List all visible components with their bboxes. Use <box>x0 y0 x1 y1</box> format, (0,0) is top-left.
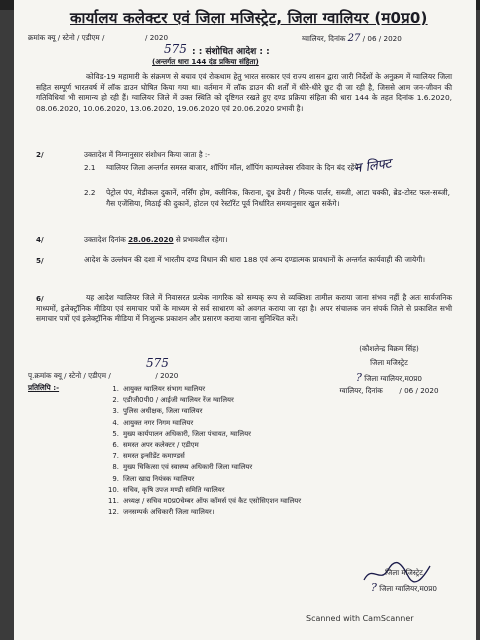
item-2-1-number: 2.1 <box>84 163 96 172</box>
signatory-place: जिला ग्वालियर,म0प्र0 <box>364 374 422 383</box>
order-title: : : संशोधित आदेश : : <box>192 47 270 57</box>
list-item: 2. एडीजी0पी0 / आईजी ग्वालियर रेंज ग्वालियर <box>112 396 234 405</box>
section-5-text: आदेश के उल्लंघन की दशा में भारतीय दण्ड विधान की धारा 188 एवं अन्य दण्डात्मक प्रावधानों के अन्तर्गत कार्यवाही की जायेगी। <box>84 255 426 264</box>
copy-reference-prefix: पृ.क्रमांक क्यू / स्टेनो / एडीएम / <box>28 371 111 380</box>
copy-reference <box>28 371 178 381</box>
list-item: 9. जिला खाद्य नियंत्रक ग्वालियर <box>112 474 195 483</box>
section-6-number: 6/ <box>36 294 44 303</box>
signatory-role-2: जिला मजिस्ट्रेट <box>385 568 423 577</box>
item-2-1-text: ग्वालियर जिला अन्तर्गत समस्त बाजार, शॉपिंग मॉल, शॉपिंग काम्पलेक्स रविवार के दिन बंद रहेंगे। <box>106 163 362 172</box>
signatory-place-line-2 <box>344 581 464 594</box>
section-4-text <box>84 235 227 245</box>
order-subtitle: (अन्तर्गत धारा 144 दंड प्रकिया संहिता) <box>152 57 259 66</box>
section-2-number: 2/ <box>36 150 44 159</box>
list-item: 6. समस्त अपर कलेक्टर / एडीएम <box>112 441 199 450</box>
section-6-text: यह आदेश ग्वालियर जिले में निवासरत प्रत्येक नागरिक को सम्यक् रूप से व्यक्तिशः तामील कराया जाना संभव नहीं है अतः सार्वजनिक माध्यमों, इलेक्ट्रॉनिक मीडिया एवं समाचार पत्रों के माध्यम से सर्व साधारण को अवगत कराया जा रहा है। अपर संचालक जन संपर्क जिले से प्रकाशित सभी समाचार पत्रों एवं इलेक्ट्रॉनिक मीडिया में निःशुल्क प्रकाशन और प्रसारण कराया जाना सुनिश्चित करें। <box>36 293 452 324</box>
list-item: 10. सचिव, कृषि उपज मण्डी समिति ग्वालियर <box>108 485 225 494</box>
signature-block-2 <box>344 568 464 594</box>
handwritten-order-number: 575 <box>164 42 187 56</box>
reference-year: / 2020 <box>145 33 169 42</box>
effective-date: 28.06.2020 <box>128 235 174 244</box>
scanner-watermark: Scanned with CamScanner <box>306 614 414 623</box>
section-2-lead: उक्तादेश में निम्नानुसार संशोधन किया जाता है :- <box>84 150 210 159</box>
list-item: 4. आयुक्त नगर निगम ग्वालियर <box>112 418 194 427</box>
section-4-text-b: से प्रभावशील रहेगा। <box>175 235 228 244</box>
handwritten-copy-number: 575 <box>146 356 169 370</box>
signatory-place-2: जिला ग्वालियर,म0प्र0 <box>379 584 437 593</box>
list-item: 11. अध्यक्ष / सचिव म0प्र0चेम्बर ऑफ कॉमर्स एवं कैट एसोसिएशन ग्वालियर <box>108 497 302 506</box>
signature-block-1 <box>314 344 464 396</box>
section-4-text-a: उक्तादेश दिनांक <box>84 235 126 244</box>
list-item: 5. मुख्य कार्यपालन अधिकारी, जिला पंचायत, ग्वालियर <box>112 429 251 438</box>
copy-reference-year: / 2020 <box>155 371 179 380</box>
handwritten-overwrite: न लिफ्ट <box>353 156 393 177</box>
office-title: कार्यालय कलेक्टर एवं जिला मजिस्ट्रेट, जिला ग्वालियर (म0प्र0) <box>70 9 428 27</box>
section-4-number: 4/ <box>36 235 44 244</box>
item-2-2-text: पेट्रोल पंप, मेडीकल दुकानें, नर्सिंग होम, क्लीनिक, किराना, दूध डेयरी / मिल्क पार्लर, सब्जी, आटा चक्की, ब्रेड-टोस्ट फल-सब्जी, गैस एजेंसिया, मिठाई की दुकानें, होटल एवं रेस्टॉरेंट पूर्व निर्धारित समयानुसार खुल सकेंगे। <box>106 188 450 208</box>
reference-number <box>28 33 168 43</box>
handwritten-day: 27 <box>347 33 361 44</box>
signature-date-line <box>314 386 464 396</box>
copy-heading: प्रतिलिपि :- <box>28 383 60 392</box>
signature-date-rest: / 06 / 2020 <box>399 386 439 395</box>
copy-recipient-list <box>106 384 301 518</box>
signatory-place-line <box>314 371 464 384</box>
pen-initial-mark-2: ? <box>371 581 377 594</box>
list-item: 7. समस्त इन्सीडेंट कमाण्डर्स <box>112 452 185 461</box>
pen-initial-mark: ? <box>356 371 362 384</box>
list-item: 3. पुलिस अधीक्षक, जिला ग्वालियर <box>112 407 203 416</box>
intro-paragraph: कोविड-19 महामारी के संक्रमण से बचाव एवं रोकथाम हेतु भारत सरकार एवं राज्य शासन द्वारा जारी निर्देशों के अनुक्रम में ग्वालियर जिला सहित सम्पूर्ण भारतवर्ष में लॉक डाउन घोषित किया गया था। वर्तमान में लॉक डाउन की शर्तों में धीरे-धीरे छूट दी जा रही है, जिससे आम जन-जीवन की गतिविधियां भी सामान्य हो रही हैं। ग्वालियर जिले में उक्त स्थिति को दृष्टिगत रखते हुए दण्ड प्रक्रिया संहिता की धारा 144 के तहत दिनांक 1.6.2020, 08.06.2020, 10.06.2020, 13.06.2020, 19.06.2020 एवं 20.06.2020 प्रभावी है। <box>36 72 452 113</box>
list-item: 1. आयुक्त ग्वालियर संभाग ग्वालियर <box>112 385 206 393</box>
item-2-2-number: 2.2 <box>84 188 96 197</box>
section-5-number: 5/ <box>36 256 44 265</box>
order-date-rest: / 06 / 2020 <box>362 34 402 43</box>
signature-date-label: ग्वालियर, दिनांक <box>339 386 383 395</box>
signatory-name: (कौशलेन्द्र विक्रम सिंह) <box>359 344 419 353</box>
signatory-role: जिला मजिस्ट्रेट <box>370 358 408 367</box>
document-page <box>14 0 476 640</box>
list-item: 12. जनसम्पर्क अधिकारी जिला ग्वालियर। <box>108 508 215 517</box>
list-item: 8. मुख्य चिकित्सा एवं स्वास्थ्य अधिकारी जिला ग्वालियर <box>112 463 253 472</box>
order-date <box>302 33 402 44</box>
order-date-label: ग्वालियर, दिनांक <box>302 34 346 43</box>
reference-prefix: क्रमांक क्यू / स्टेनो / एडीएम / <box>28 33 105 42</box>
